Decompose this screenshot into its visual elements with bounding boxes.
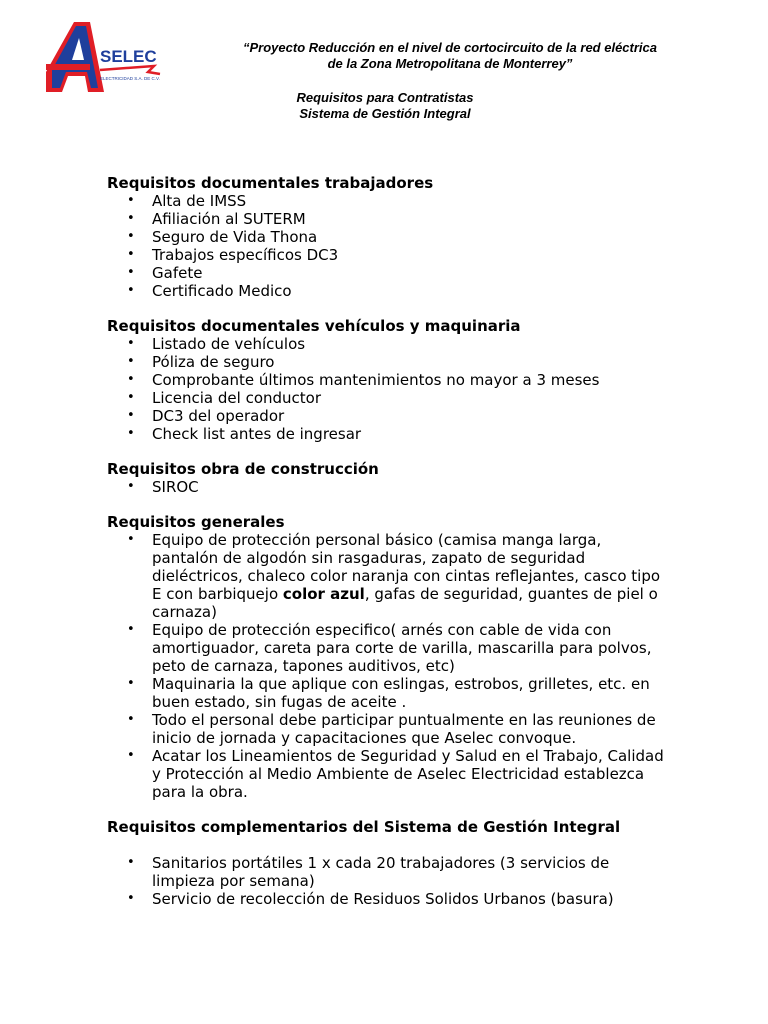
bullet-list: [107, 531, 667, 801]
logo-word: SELEC: [100, 47, 157, 66]
list-item: • Equipo de protección especifico( arnés con cable de vida con amortiguador, careta para corte de varilla, mascarilla para polvos, peto de carnaza, tapones auditivos, etc): [107, 621, 667, 675]
list-item: • Póliza de seguro: [107, 353, 667, 371]
aselec-logo: [44, 20, 162, 95]
section-title: Requisitos complementarios del Sistema de Gestión Integral: [107, 818, 621, 836]
section-title: Requisitos obra de construcción: [107, 460, 379, 478]
list-item: • Afiliación al SUTERM: [107, 210, 667, 228]
list-item: • Sanitarios portátiles 1 x cada 20 trabajadores (3 servicios de limpieza por semana): [107, 854, 667, 890]
bullet-list: [107, 854, 667, 908]
section-construction: [107, 460, 667, 496]
section-title: Requisitos generales: [107, 513, 285, 531]
document-subtitle: [170, 90, 600, 122]
logo-tagline: ELECTRICIDAD S.A. DE C.V.: [100, 76, 160, 81]
list-item: • DC3 del operador: [107, 407, 667, 425]
list-item: • Listado de vehículos: [107, 335, 667, 353]
project-title: [170, 40, 730, 72]
list-item: • Certificado Medico: [107, 282, 667, 300]
list-item: • Comprobante últimos mantenimientos no mayor a 3 meses: [107, 371, 667, 389]
bullet-list: [107, 192, 667, 300]
bullet-list: [107, 335, 667, 443]
bullet-list: [107, 478, 667, 496]
item-text: Equipo de protección personal básico (camisa manga larga, pantalón de algodón sin rasgaduras, zapato de seguridad dieléctricos, chaleco color naranja con cintas reflejantes, casco tipo E con barbiquejo: [152, 531, 661, 603]
section-vehicles: [107, 317, 667, 443]
section-title: Requisitos documentales trabajadores: [107, 174, 434, 192]
project-title-line-1: “Proyecto Reducción en el nivel de cortocircuito de la red eléctrica: [243, 40, 657, 55]
list-item: • Check list antes de ingresar: [107, 425, 667, 443]
subtitle-line-1: Requisitos para Contratistas: [296, 90, 474, 105]
list-item: • Servicio de recolección de Residuos Solidos Urbanos (basura): [107, 890, 667, 908]
list-item: • SIROC: [107, 478, 667, 496]
list-item: • Trabajos específicos DC3: [107, 246, 667, 264]
list-item: • Licencia del conductor: [107, 389, 667, 407]
list-item: • Seguro de Vida Thona: [107, 228, 667, 246]
list-item: [107, 531, 667, 621]
item-text: , gafas de seguridad, guantes de piel o carnaza): [152, 585, 658, 621]
list-item: • Gafete: [107, 264, 667, 282]
list-item: • Acatar los Lineamientos de Seguridad y Salud en el Trabajo, Calidad y Protección al Medio Ambiente de Aselec Electricidad establezca para la obra.: [107, 747, 667, 801]
list-item: • Maquinaria la que aplique con eslingas, estrobos, grilletes, etc. en buen estado, sin fugas de aceite .: [107, 675, 667, 711]
list-item: • Todo el personal debe participar puntualmente en las reuniones de inicio de jornada y capacitaciones que Aselec convoque.: [107, 711, 667, 747]
project-title-line-2: de la Zona Metropolitana de Monterrey”: [327, 56, 573, 71]
section-general: [107, 513, 667, 801]
requirements-content: [107, 174, 667, 925]
subtitle-line-2: Sistema de Gestión Integral: [299, 106, 471, 121]
section-workers: [107, 174, 667, 300]
item-emphasis: color azul: [282, 585, 365, 603]
list-item: • Alta de IMSS: [107, 192, 667, 210]
section-title: Requisitos documentales vehículos y maquinaria: [107, 317, 521, 335]
section-sgi: [107, 818, 667, 908]
